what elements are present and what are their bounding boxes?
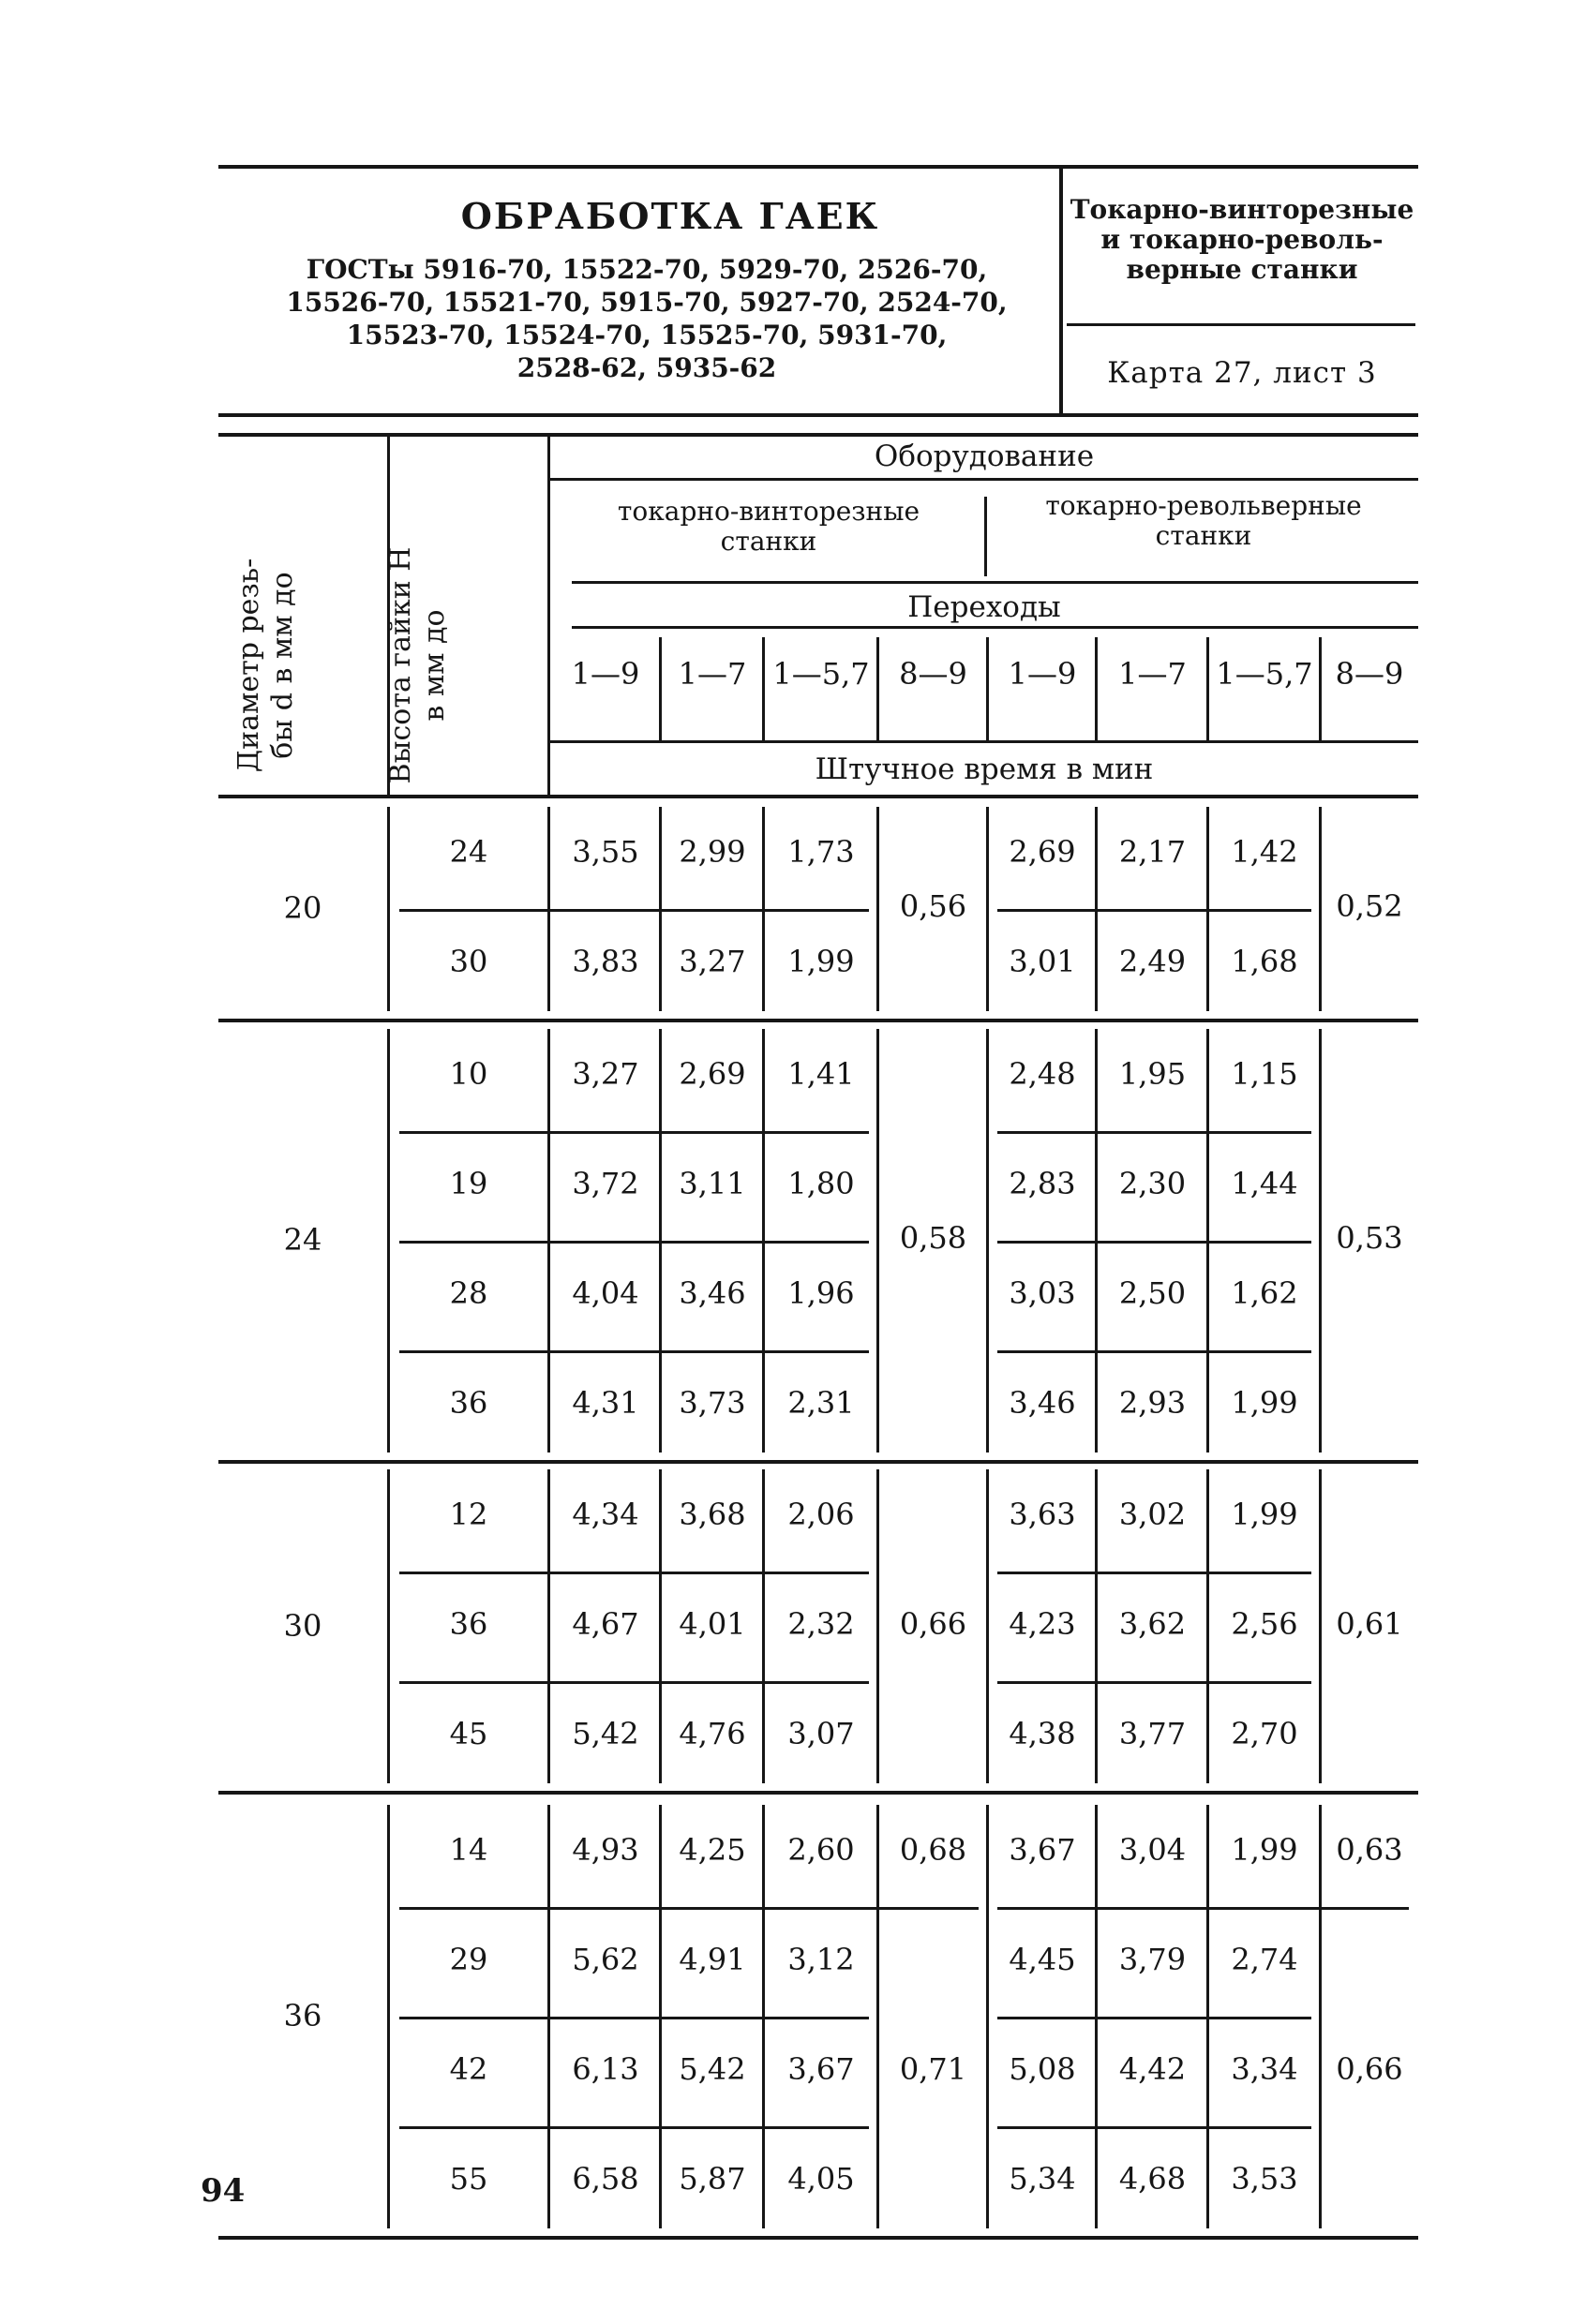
card-rule [1067, 323, 1415, 326]
row-separator [399, 1907, 979, 1910]
time-cell: 4,04 [572, 1274, 639, 1311]
nut-height-cell: 10 [449, 1055, 488, 1092]
diameter-header-line: Диаметр резь- [232, 558, 265, 773]
time-cell: 3,73 [679, 1384, 746, 1421]
tcol-line [986, 637, 989, 740]
row-separator [997, 1131, 1311, 1134]
row-separator [997, 1572, 1311, 1574]
height-header [384, 497, 459, 834]
time-cell: 3,11 [679, 1165, 746, 1201]
group1-heading [553, 497, 984, 557]
time-cell: 5,42 [572, 1715, 639, 1751]
time-cell: 2,74 [1231, 1941, 1298, 1977]
time-cell: 1,99 [1231, 1496, 1298, 1532]
time-cell: 2,70 [1231, 1715, 1298, 1751]
transitions-heading: Переходы [907, 590, 1061, 624]
time-cell: 3,34 [1231, 2050, 1298, 2087]
time-cell: 2,69 [1009, 833, 1076, 870]
diameter-header-line: бы d в мм до [266, 572, 299, 759]
time-cell: 1,95 [1118, 1055, 1187, 1092]
transition-col: 1—7 [678, 656, 747, 692]
time-cell: 3,68 [679, 1496, 746, 1532]
gost-line: 15526-70, 15521-70, 5915-70, 5927-70, 2524-70, [286, 287, 1008, 318]
time-cell: 2,17 [1118, 833, 1187, 870]
time-cell: 6,13 [572, 2050, 639, 2087]
equipment-heading: Оборудование [874, 439, 1095, 473]
unit-time-heading: Штучное время в мин [815, 752, 1154, 786]
diameter-cell: 24 [283, 1222, 322, 1258]
transition-col: 1—5,7 [772, 656, 870, 692]
machines-line: верные станки [1126, 254, 1358, 285]
row-separator [399, 1572, 869, 1574]
time-cell: 3,63 [1009, 1496, 1076, 1532]
nut-height-cell: 24 [449, 833, 488, 870]
transition-col: 1—9 [1008, 656, 1077, 692]
time-cell-merged: 0,66 [1336, 2050, 1403, 2087]
tcol-line [659, 637, 662, 740]
time-cell: 2,56 [1231, 1605, 1298, 1642]
time-cell: 2,32 [787, 1605, 855, 1642]
time-cell: 5,62 [572, 1941, 639, 1977]
time-cell: 2,69 [679, 1055, 746, 1092]
diameter-cell: 20 [283, 890, 322, 926]
time-cell: 2,31 [787, 1384, 855, 1421]
row-separator [399, 1131, 869, 1134]
time-cell: 1,68 [1231, 943, 1298, 979]
time-cell: 3,67 [787, 2050, 855, 2087]
row-separator [399, 2126, 869, 2129]
time-cell: 3,77 [1118, 1715, 1187, 1751]
time-cell: 5,42 [679, 2050, 746, 2087]
time-cell-merged: 0,56 [899, 888, 967, 924]
time-cell: 1,62 [1231, 1274, 1298, 1311]
time-cell: 4,76 [679, 1715, 746, 1751]
time-cell: 5,08 [1009, 2050, 1076, 2087]
transition-col: 8—9 [1335, 656, 1404, 692]
nut-height-cell: 14 [449, 1831, 488, 1868]
nut-height-cell: 45 [449, 1715, 488, 1751]
row-separator [997, 2126, 1311, 2129]
time-cell: 1,42 [1231, 833, 1298, 870]
time-cell: 3,03 [1009, 1274, 1076, 1311]
time-cell: 1,80 [787, 1165, 855, 1201]
time-cell: 4,05 [787, 2160, 855, 2197]
time-cell: 1,41 [787, 1055, 855, 1092]
time-cell: 4,45 [1009, 1941, 1076, 1977]
time-cell: 1,99 [1231, 1831, 1298, 1868]
time-cell: 4,93 [572, 1831, 639, 1868]
tcol-line [1206, 637, 1209, 740]
time-cell: 3,27 [572, 1055, 639, 1092]
equipment-rule [550, 478, 1418, 481]
gost-line: 15523-70, 15524-70, 15525-70, 5931-70, [346, 320, 948, 350]
group1-line: токарно-винторезные [617, 496, 920, 527]
row-separator [997, 2017, 1311, 2019]
header-bottom-rule [218, 413, 1418, 417]
time-cell: 3,62 [1118, 1605, 1187, 1642]
time-cell: 2,60 [787, 1831, 855, 1868]
time-cell: 3,83 [572, 943, 639, 979]
machines-line: и токарно-револь- [1100, 224, 1384, 255]
group2-line: станки [1155, 520, 1252, 551]
time-cell: 4,23 [1009, 1605, 1076, 1642]
time-cell: 3,12 [787, 1941, 855, 1977]
time-cell: 1,15 [1231, 1055, 1298, 1092]
page-title: ОБРАБОТКА ГАЕК [460, 195, 880, 237]
group2-line: токарно-револьверные [1045, 490, 1362, 521]
header-divider [1059, 165, 1063, 413]
group-rule [218, 1019, 1418, 1022]
group1-line: станки [720, 526, 817, 557]
time-cell: 1,73 [787, 833, 855, 870]
time-cell: 3,53 [1231, 2160, 1298, 2197]
time-cell: 3,01 [1009, 943, 1076, 979]
time-cell: 1,96 [787, 1274, 855, 1311]
time-cell-merged: 0,52 [1336, 888, 1403, 924]
row-separator [997, 1907, 1409, 1910]
nut-height-cell: 42 [449, 2050, 488, 2087]
height-header-line: Высота гайки H [384, 546, 417, 784]
transition-col: 1—7 [1118, 656, 1187, 692]
time-cell: 4,91 [679, 1941, 746, 1977]
row-separator [399, 1241, 869, 1244]
time-cell: 2,48 [1009, 1055, 1076, 1092]
time-cell: 3,02 [1118, 1496, 1187, 1532]
tcol-line [876, 637, 879, 740]
time-cell: 2,30 [1118, 1165, 1187, 1201]
time-cell: 2,50 [1118, 1274, 1187, 1311]
machines-line: Токарно-винторезные [1070, 194, 1414, 225]
time-cell: 2,49 [1118, 943, 1187, 979]
row-separator [399, 2017, 869, 2019]
time-cell: 3,67 [1009, 1831, 1076, 1868]
time-cell: 4,38 [1009, 1715, 1076, 1751]
time-cell: 5,87 [679, 2160, 746, 2197]
time-cell: 4,31 [572, 1384, 639, 1421]
nut-height-cell: 19 [449, 1165, 488, 1201]
tcol-line [762, 637, 765, 740]
time-cell: 3,07 [787, 1715, 855, 1751]
row-separator [997, 1350, 1311, 1353]
nut-height-cell: 29 [449, 1941, 488, 1977]
group-rule [218, 1460, 1418, 1464]
time-cell: 3,46 [679, 1274, 746, 1311]
nut-height-cell: 36 [449, 1384, 488, 1421]
time-cell-merged: 0,71 [899, 2050, 967, 2087]
row-separator [399, 909, 869, 912]
page-number: 94 [201, 2172, 246, 2210]
group-rule [218, 1791, 1418, 1795]
time-cell: 3,55 [572, 833, 639, 870]
time-cell: 1,99 [1231, 1384, 1298, 1421]
time-cell: 1,99 [787, 943, 855, 979]
time-cell: 4,34 [572, 1496, 639, 1532]
group2-heading [989, 491, 1418, 551]
nut-height-cell: 55 [449, 2160, 488, 2197]
time-cell: 3,04 [1118, 1831, 1187, 1868]
time-cell: 2,93 [1118, 1384, 1187, 1421]
time-cell: 2,83 [1009, 1165, 1076, 1201]
row-separator [997, 909, 1311, 912]
time-cell-merged: 0,58 [899, 1220, 967, 1256]
time-cell: 3,72 [572, 1165, 639, 1201]
gost-line: 2528-62, 5935-62 [516, 352, 777, 383]
diameter-header [232, 487, 307, 843]
row-separator [399, 1681, 869, 1684]
time-cell: 4,01 [679, 1605, 746, 1642]
diameter-cell: 30 [283, 1607, 322, 1644]
time-cell-merged: 0,61 [1336, 1605, 1403, 1642]
time-cell: 4,42 [1118, 2050, 1187, 2087]
nut-height-cell: 30 [449, 943, 488, 979]
row-separator [997, 1681, 1311, 1684]
transitions-rule [572, 626, 1418, 629]
gost-line: ГОСТы 5916-70, 15522-70, 5929-70, 2526-70, [306, 254, 988, 285]
group-divider [984, 497, 987, 576]
groups-rule [572, 581, 1418, 584]
gost-list [244, 253, 1050, 384]
group-rule [218, 2236, 1418, 2240]
time-cell-merged: 0,53 [1336, 1220, 1403, 1256]
transition-col: 8—9 [899, 656, 967, 692]
time-cell: 5,34 [1009, 2160, 1076, 2197]
time-cell: 6,58 [572, 2160, 639, 2197]
time-cell: 4,67 [572, 1605, 639, 1642]
machines-label [1069, 195, 1415, 285]
transition-col: 1—5,7 [1216, 656, 1313, 692]
time-cell: 1,44 [1231, 1165, 1298, 1201]
tcol-line [1095, 637, 1098, 740]
time-cell: 0,63 [1336, 1831, 1403, 1868]
height-header-line: в мм до [418, 609, 451, 722]
nut-height-cell: 36 [449, 1605, 488, 1642]
card-number: Карта 27, лист 3 [1107, 356, 1377, 390]
transition-cols-rule [550, 740, 1418, 743]
time-cell: 4,25 [679, 1831, 746, 1868]
time-cell: 3,79 [1118, 1941, 1187, 1977]
nut-height-cell: 12 [449, 1496, 488, 1532]
time-cell-merged: 0,66 [899, 1605, 967, 1642]
diameter-cell: 36 [283, 1998, 322, 2034]
header-top-rule [218, 165, 1418, 169]
nut-height-cell: 28 [449, 1274, 488, 1311]
row-separator [997, 1241, 1311, 1244]
time-cell: 3,27 [679, 943, 746, 979]
time-cell: 0,68 [899, 1831, 967, 1868]
tcol-line [1319, 637, 1322, 740]
time-cell: 2,06 [787, 1496, 855, 1532]
time-cell: 2,99 [679, 833, 746, 870]
time-cell: 3,46 [1009, 1384, 1076, 1421]
row-separator [399, 1350, 869, 1353]
time-cell: 4,68 [1118, 2160, 1187, 2197]
transition-col: 1—9 [571, 656, 640, 692]
